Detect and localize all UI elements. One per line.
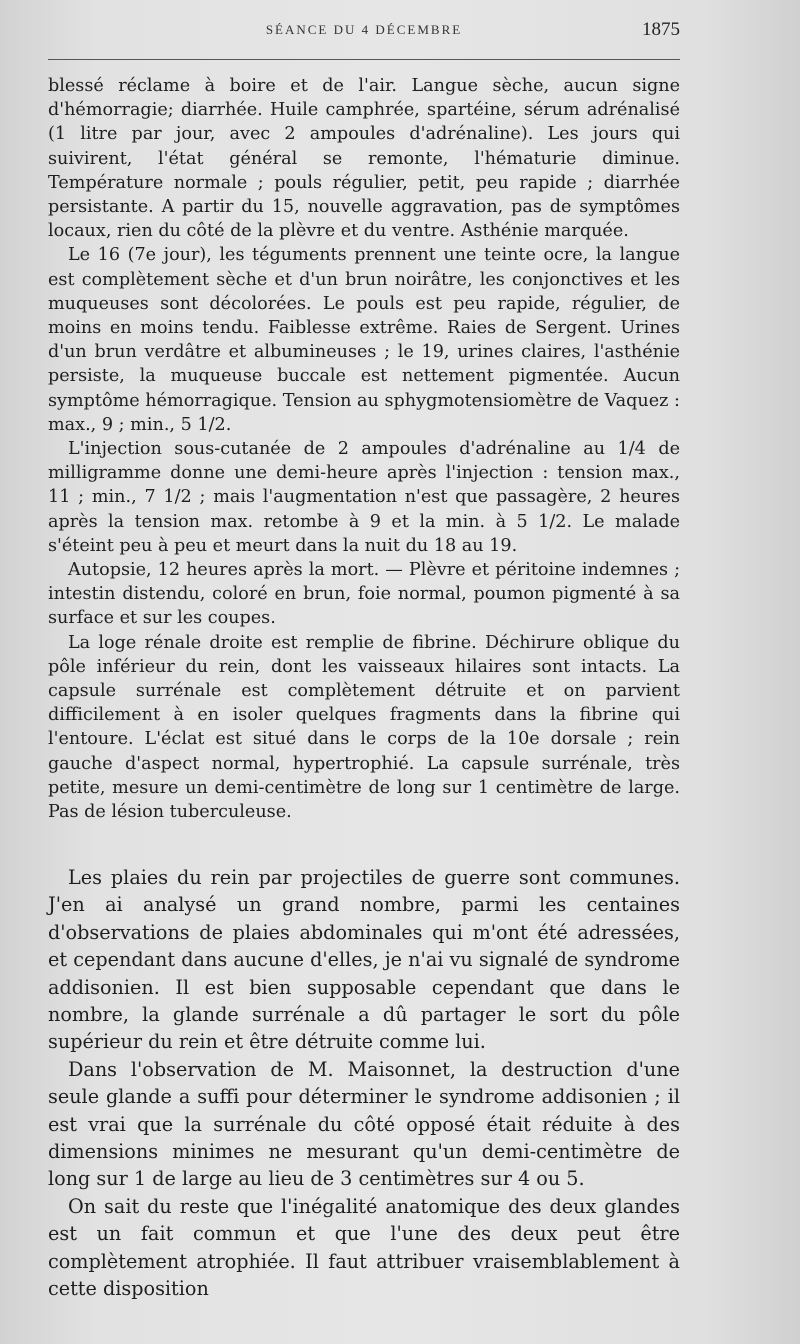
discussion-paragraph: On sait du reste que l'inégalité anatomique des deux glandes est un fait commun et que l'une des deux peut être complètement atrophiée. Il faut attribuer vraisemblablement à cette disposition — [48, 1194, 680, 1301]
header-rule — [48, 59, 680, 60]
discussion-paragraph: Dans l'observation de M. Maisonnet, la destruction d'une seule glande a suffi pour déterminer le syndrome addisonien ; il est vrai que la surrénale du côté opposé était réduite à des dimensions minimes ne mesurant qu'un demi-centimètre de long sur 1 de large au lieu de 3 centimètres sur 4 ou 5. — [48, 1057, 680, 1191]
observation-text — [48, 74, 680, 824]
discussion-paragraph: Les plaies du rein par projectiles de guerre sont communes. J'en ai analysé un grand nombre, parmi les centaines d'observations de plaies abdominales qui m'ont été adressées, et cependant dans aucune d'elles, je n'ai vu signalé de syndrome addisonien. Il est bien supposable cependant que dans le nombre, la glande surrénale a dû partager le sort du pôle supérieur du rein et être détruite comme lui. — [48, 866, 680, 1054]
observation-paragraph: Autopsie, 12 heures après la mort. — Plèvre et péritoine indemnes ; intestin distendu, coloré en brun, foie normal, poumon pigmenté à sa surface et sur les coupes. — [48, 560, 680, 629]
running-title: SÉANCE DU 4 DÉCEMBRE — [265, 22, 463, 37]
observation-paragraph: Le 16 (7e jour), les téguments prennent une teinte ocre, la langue est complètement sèche et d'un brun noirâtre, les conjonctives et les muqueuses sont décolorées. Le pouls est peu rapide, régulier, de moins en moins tendu. Faiblesse extrême. Raies de Sergent. Urines d'un brun verdâtre et albumineuses ; le 19, urines claires, l'asthénie persiste, la muqueuse buccale est nettement pigmentée. Aucun symptôme hémorragique. Tension au sphygmotensiomètre de Vaquez : max., 9 ; min., 5 1/2. — [48, 245, 680, 435]
page-header — [48, 19, 680, 44]
observation-paragraph: La loge rénale droite est remplie de fibrine. Déchirure oblique du pôle inférieur du rein, dont les vaisseaux hilaires sont intacts. La capsule surrénale est complètement détruite et on parvient difficilement à en isoler quelques fragments dans la fibrine qui l'entoure. L'éclat est situé dans le corps de la 10e dorsale ; rein gauche d'aspect normal, hypertrophié. La capsule surrénale, très petite, mesure un demi-centimètre de long sur 1 centimètre de large. Pas de lésion tuberculeuse. — [48, 632, 680, 823]
observation-paragraph: L'injection sous-cutanée de 2 ampoules d'adrénaline au 1/4 de milligramme donne une demi-heure après l'injection : tension max., 11 ; min., 7 1/2 ; mais l'augmentation n'est que passagère, 2 heures après la tension max. retombe à 9 et la min. à 5 1/2. Le malade s'éteint peu à peu et meurt dans la nuit du 18 au 19. — [48, 439, 680, 556]
page-number: 1875 — [642, 19, 680, 40]
discussion-text — [48, 864, 680, 1303]
observation-paragraph: blessé réclame à boire et de l'air. Langue sèche, aucun signe d'hémorragie; diarrhée. Huile camphrée, spartéine, sérum adrénalisé (1 litre par jour, avec 2 ampoules d'adrénaline). Les jours qui suivirent, l'état général se remonte, l'hématurie diminue. Température normale ; pouls régulier, petit, peu rapide ; diarrhée persistante. A partir du 15, nouvelle aggravation, pas de symptômes locaux, rien du côté de la plèvre et du ventre. Asthénie marquée. — [48, 76, 680, 242]
